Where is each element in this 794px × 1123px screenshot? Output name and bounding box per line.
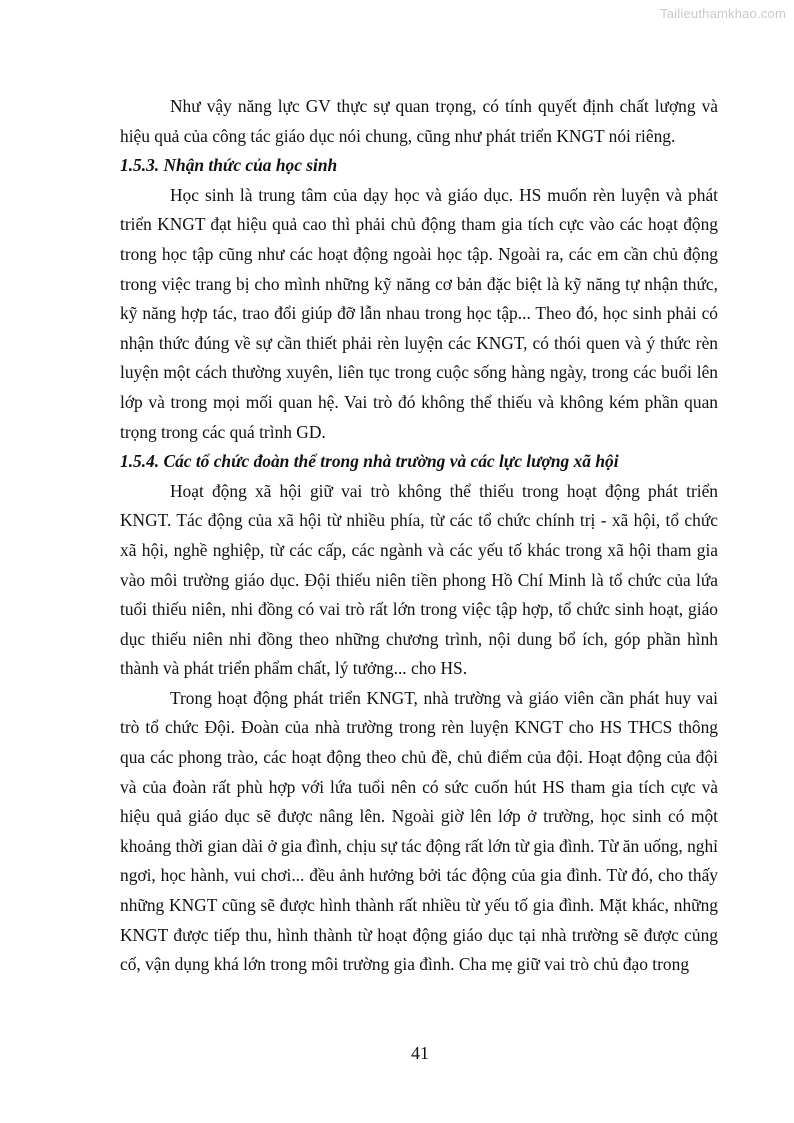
page-number: 41 bbox=[411, 1043, 429, 1063]
heading-1-5-4: 1.5.4. Các tổ chức đoàn thể trong nhà trường và các lực lượng xã hội bbox=[120, 451, 619, 472]
paragraph-social-activities: Hoạt động xã hội giữ vai trò không thể thiếu trong hoạt động phát triển KNGT. Tác động của xã hội từ nhiều phía, từ các tổ chức chính trị - xã hội, tổ chức xã hội, nghề nghiệp, từ các cấp, các ngành và các yếu tố khác trong xã hội tham gia vào môi trường giáo dục. Đội thiếu niên tiền phong Hồ Chí Minh là tổ chức của lứa tuổi thiếu niên, nhi đồng có vai trò rất lớn trong việc tập hợp, tổ chức sinh hoạt, giáo dục thiếu niên nhi đồng theo những chương trình, nội dung bổ ích, góp phần hình thành và phát triển phẩm chất, lý tưởng... cho HS. bbox=[120, 480, 718, 679]
paragraph-gv-role: Như vậy năng lực GV thực sự quan trọng, có tính quyết định chất lượng và hiệu quả của công tác giáo dục nói chung, cũng như phát triển KNGT nói riêng. bbox=[120, 96, 718, 146]
watermark: Tailieuthamkhao.com bbox=[660, 6, 786, 21]
paragraph-team-role: Trong hoạt động phát triển KNGT, nhà trường và giáo viên cần phát huy vai trò tổ chức Đội. Đoàn của nhà trường trong rèn luyện KNGT cho HS THCS thông qua các phong trào, các hoạt động theo chủ đề, chủ điểm của đội. Hoạt động của đội và của đoàn rất phù hợp với lứa tuổi nên có sức cuốn hút HS tham gia tích cực và hiệu quả giáo dục sẽ được nâng lên. Ngoài giờ lên lớp ở trường, học sinh có một khoảng thời gian dài ở gia đình, chịu sự tác động rất lớn từ gia đình. Từ ăn uống, nghỉ ngơi, học hành, vui chơi... đều ảnh hưởng bởi tác động của gia đình. Từ đó, cho thấy những KNGT cũng sẽ được hình thành rất nhiều từ yếu tố gia đình. Mặt khác, những KNGT được tiếp thu, hình thành từ hoạt động giáo dục tại nhà trường sẽ được củng cố, vận dụng khá lớn trong môi trường gia đình. Cha mẹ giữ vai trò chủ đạo trong bbox=[120, 687, 718, 975]
page-body bbox=[120, 92, 718, 980]
heading-1-5-3: 1.5.3. Nhận thức của học sinh bbox=[120, 155, 338, 176]
paragraph-student-awareness: Học sinh là trung tâm của dạy học và giáo dục. HS muốn rèn luyện và phát triển KNGT đạt hiệu quả cao thì phải chủ động tham gia tích cực vào các hoạt động trong học tập cũng như các hoạt động ngoài học tập. Ngoài ra, các em cần chủ động trong việc trang bị cho mình những kỹ năng cơ bản đặc biệt là kỹ năng tự nhận thức, kỹ năng hợp tác, trao đổi giúp đỡ lẫn nhau trong học tập... Theo đó, học sinh phải có nhận thức đúng về sự cần thiết phải rèn luyện các KNGT, có thói quen và ý thức rèn luyện một cách thường xuyên, liên tục trong cuộc sống hàng ngày, trong các buổi lên lớp và trong mọi mối quan hệ. Vai trò đó không thể thiếu và không kém phần quan trọng trong các quá trình GD. bbox=[120, 184, 718, 442]
